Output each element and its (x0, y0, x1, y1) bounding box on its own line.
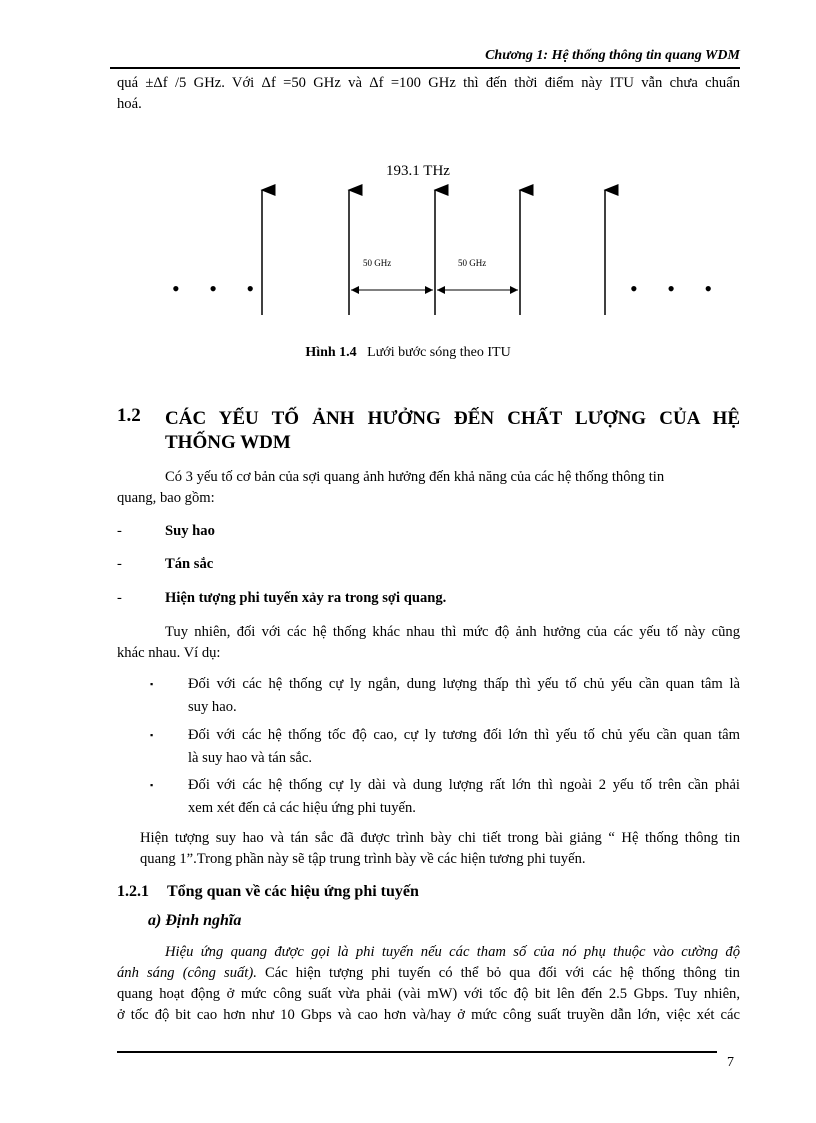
paragraph-summary-line-1: Hiện tượng suy hao và tán sắc đã được trình bày chi tiết trong bài giảng “ Hệ thống thông tin (140, 830, 740, 846)
factor-item (117, 556, 213, 573)
definition-italic-2: ánh sáng (công suất). (117, 965, 257, 981)
section-title-line-1: CÁC YẾU TỐ ẢNH HƯỞNG ĐẾN CHẤT LƯỢNG CỦA HỆ (165, 408, 740, 429)
caption-number: Hình 1.4 (305, 345, 357, 360)
bullet-line-2: xem xét đến cả các hiệu ứng phi tuyến. (188, 800, 416, 816)
bullet-mark: ▪ (150, 730, 154, 740)
paragraph-examples-line-1: Tuy nhiên, đối với các hệ thống khác nhau thì mức độ ảnh hưởng của các yếu tố này cũng (165, 624, 740, 640)
factor-dash: - (117, 556, 122, 572)
bullet-mark: ▪ (150, 780, 154, 790)
definition-italic-1: Hiệu ứng quang được gọi là phi tuyến nếu các tham số của nó phụ thuộc vào cường độ (165, 944, 740, 960)
example-bullet (150, 673, 740, 719)
paragraph-summary (140, 828, 740, 870)
subsection-number: 1.2.1 (117, 883, 149, 900)
factor-item (117, 523, 215, 540)
dots-right: • • • (630, 276, 725, 301)
itu-wavelength-grid-figure (0, 150, 816, 330)
footer-divider (117, 1051, 717, 1053)
bullet-line-1: Đối với các hệ thống tốc độ cao, cự ly tương đối lớn thì yếu tố chủ yếu cần quan tâm (188, 727, 740, 743)
factor-text: Hiện tượng phi tuyến xảy ra trong sợi quang. (165, 590, 447, 606)
paragraph-summary-line-2: quang 1”.Trong phần này sẽ tập trung trình bày về các hiện tương phi tuyến. (140, 851, 586, 867)
example-bullet (150, 774, 740, 820)
spacing-label-1: 50 GHz (363, 258, 392, 268)
dots-left: • • • (172, 276, 267, 301)
factor-item (117, 590, 446, 607)
caption-text: Lưới bước sóng theo ITU (367, 345, 511, 360)
section-number: 1.2 (117, 405, 141, 426)
intro-paragraph (117, 73, 740, 115)
paragraph-factors (117, 467, 740, 509)
grid-diagram (0, 150, 816, 330)
bullet-line-2: là suy hao và tán sắc. (188, 750, 313, 766)
example-bullet (150, 724, 740, 770)
factor-dash: - (117, 590, 122, 606)
definition-line-4: ở tốc độ bit cao hơn như 10 Gbps và cao hơn và/hay ở mức công suất truyền dẫn lớn, việc xét các (117, 1007, 740, 1023)
definition-line-1 (117, 942, 740, 963)
figure-caption (0, 345, 816, 361)
section-title-line-2: THỐNG WDM (165, 432, 291, 453)
definition-heading: a) Định nghĩa (148, 912, 242, 929)
subsection-title: Tổng quan về các hiệu ứng phi tuyến (167, 883, 419, 900)
intro-line-2: hoá. (117, 96, 142, 112)
definition-line-2 (117, 963, 740, 984)
paragraph-factors-line-1: Có 3 yếu tố cơ bản của sợi quang ảnh hưởng đến khả năng của các hệ thống thông tin (165, 469, 665, 485)
spacing-label-2: 50 GHz (458, 258, 487, 268)
bullet-line-1: Đối với các hệ thống cự ly dài và dung lượng rất lớn thì ngoài 2 yếu tố trên cần phải (188, 777, 740, 793)
definition-rest-2: Các hiện tượng phi tuyến có thể bỏ qua đối với các hệ thống thông tin (256, 965, 740, 981)
center-frequency-label: 193.1 THz (386, 163, 450, 179)
page-number: 7 (727, 1055, 734, 1070)
definition-line-3: quang hoạt động ở mức công suất vừa phải (vài mW) với tốc độ bit lên đến 2.5 Gbps. Tuy nhiên, (117, 986, 740, 1002)
bullet-line-2: suy hao. (188, 699, 237, 715)
paragraph-examples-line-2: khác nhau. Ví dụ: (117, 645, 221, 661)
chapter-header: Chương 1: Hệ thống thông tin quang WDM (110, 48, 740, 69)
factor-text: Suy hao (165, 523, 215, 539)
definition-paragraph (117, 942, 740, 1026)
paragraph-examples (117, 622, 740, 664)
factor-text: Tán sắc (165, 556, 214, 572)
intro-line-1: quá ±Δf /5 GHz. Với Δf =50 GHz và Δf =100 GHz thì đến thời điểm này ITU vẫn chưa chuẩn (117, 75, 740, 91)
bullet-mark: ▪ (150, 679, 154, 689)
factor-dash: - (117, 523, 122, 539)
bullet-line-1: Đối với các hệ thống cự ly ngắn, dung lượng thấp thì yếu tố chủ yếu cần quan tâm là (188, 676, 740, 692)
paragraph-factors-line-2: quang, bao gồm: (117, 490, 215, 506)
